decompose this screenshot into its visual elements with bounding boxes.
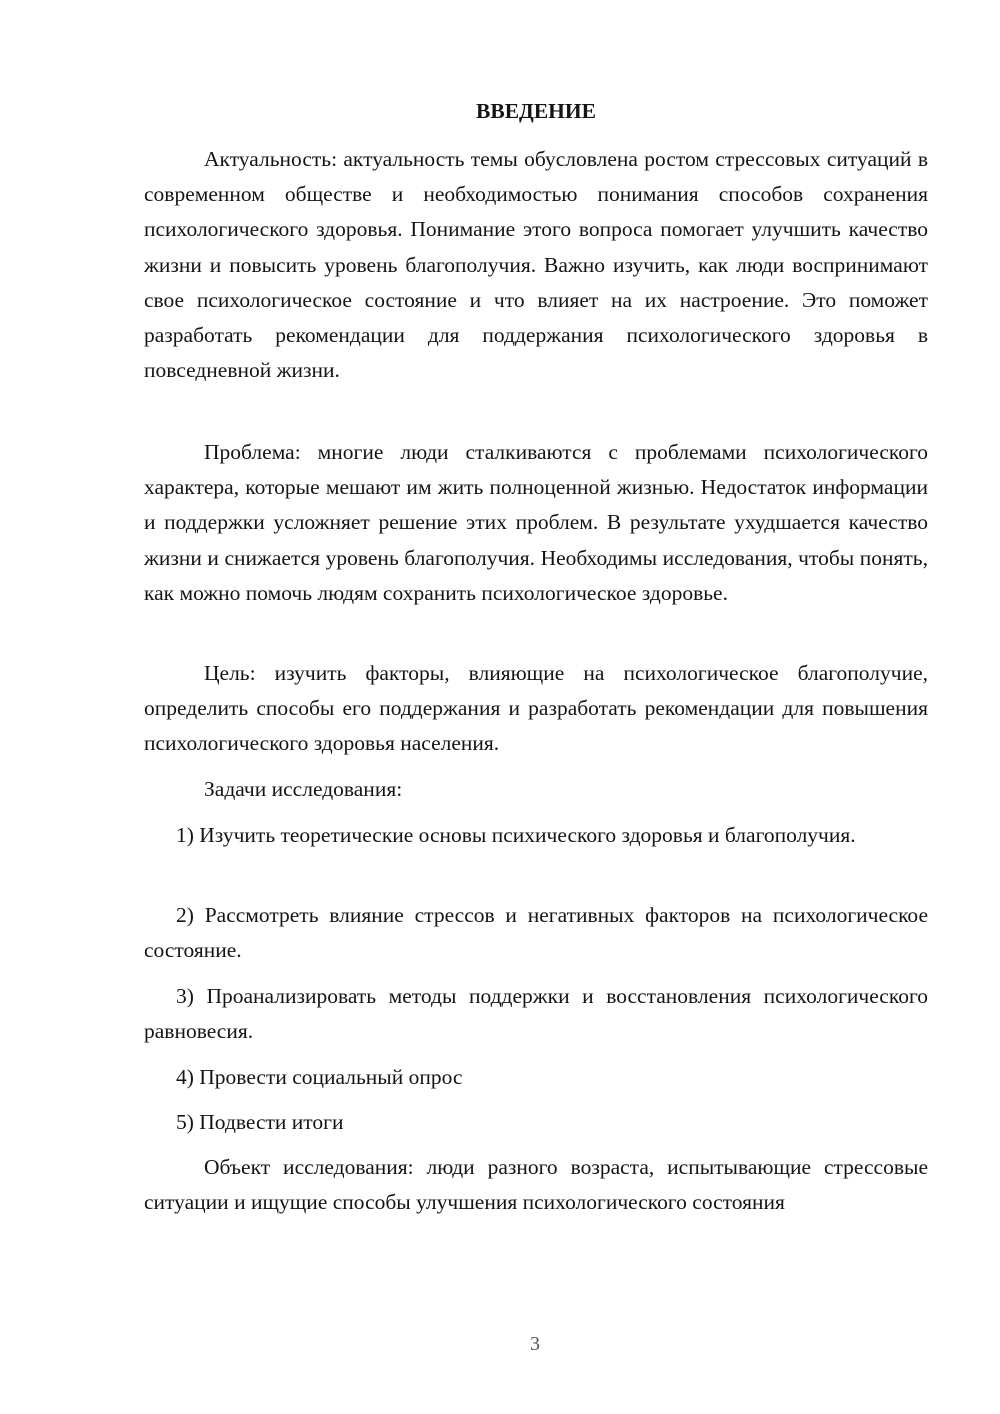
task-item-1: 1) Изучить теоретические основы психического здоровья и благополучия. [176, 823, 856, 847]
object-paragraph: Объект исследования: люди разного возраста, испытывающие стрессовые ситуации и ищущие способы улучшения психологического состояния [144, 1155, 928, 1215]
problem-paragraph: Проблема: многие люди сталкиваются с проблемами психологического характера, которые мешают им жить полноценной жизнью. Недостаток информации и поддержки усложняет решение этих проблем. В результате ухудшается качество жизни и снижается уровень благополучия. Необходимы исследования, чтобы понять, как можно помочь людям сохранить психологическое здоровье. [144, 440, 928, 605]
task-item-2: 2) Рассмотреть влияние стрессов и негативных факторов на психологическое состояние. [144, 903, 928, 963]
goal-paragraph: Цель: изучить факторы, влияющие на психологическое благополучие, определить способы его поддержания и разработать рекомендации для повышения психологического здоровья населения. [144, 661, 928, 756]
tasks-heading: Задачи исследования: [204, 777, 403, 801]
task-item-5: 5) Подвести итоги [176, 1110, 344, 1134]
page-number: 3 [530, 1333, 540, 1355]
task-item-3: 3) Проанализировать методы поддержки и восстановления психологического равновесия. [144, 984, 928, 1044]
page-title: ВВЕДЕНИЕ [476, 99, 596, 123]
task-item-4: 4) Провести социальный опрос [176, 1065, 463, 1089]
relevance-paragraph: Актуальность: актуальность темы обусловлена ростом стрессовых ситуаций в современном обществе и необходимостью понимания способов сохранения психологического здоровья. Понимание этого вопроса помогает улучшить качество жизни и повысить уровень благополучия. Важно изучить, как люди воспринимают свое психологическое состояние и что влияет на их настроение. Это поможет разработать рекомендации для поддержания психологического здоровья в повседневной жизни. [144, 147, 928, 383]
